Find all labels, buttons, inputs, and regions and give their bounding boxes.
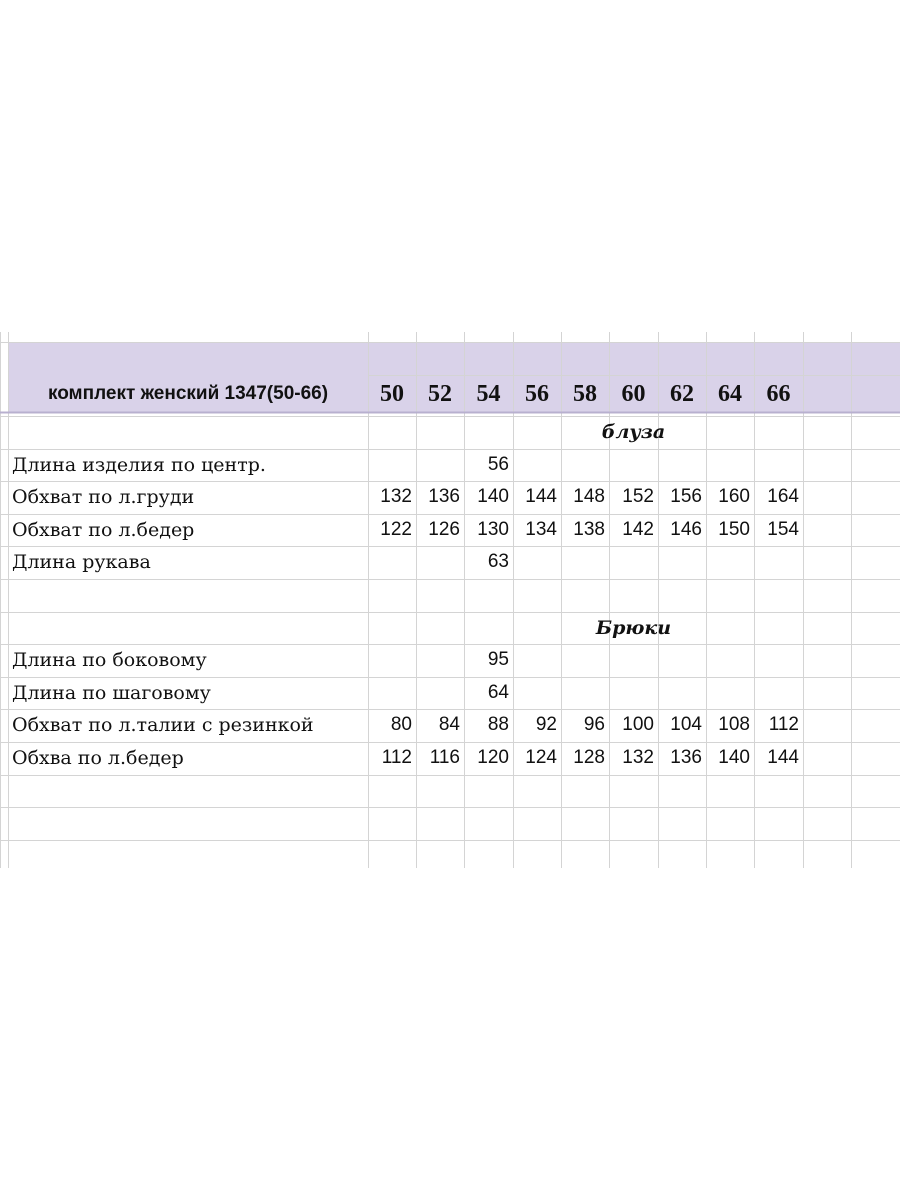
measurement-value: 130 [477,518,509,540]
measurement-value: 140 [477,486,509,508]
measurement-value: 128 [573,747,605,768]
measurement-label: Длина по шаговому [12,681,211,704]
measurement-value: 144 [525,486,557,508]
measurement-value: 156 [670,486,702,508]
measurement-value: 144 [767,747,799,768]
measurement-value: 136 [428,486,460,508]
measurement-value: 104 [670,714,702,736]
measurement-value: 95 [487,649,509,671]
measurement-label: Длина рукава [12,551,151,574]
measurement-value: 120 [477,747,509,768]
measurement-value: 132 [380,486,412,508]
measurement-value: 88 [487,714,509,736]
measurement-value: 64 [487,681,509,703]
measurement-label: Длина изделия по центр. [12,453,266,476]
measurement-label: Обхва по л.бедер [12,747,184,769]
measurement-value: 138 [573,518,605,540]
measurement-label: Длина по боковому [12,649,207,672]
measurement-value: 63 [487,551,509,573]
measurement-value: 150 [718,518,750,540]
size-header-50: 50 [380,381,404,407]
size-header-52: 52 [428,381,452,407]
size-header-56: 56 [525,381,549,407]
measurement-value: 84 [438,714,460,736]
size-header-58: 58 [573,381,597,407]
measurement-value: 112 [768,714,799,736]
header-title: комплект женский 1347(50-66) [47,383,329,404]
measurement-value: 92 [535,714,557,736]
size-header-54: 54 [476,381,501,407]
size-header-62: 62 [670,381,694,407]
measurement-value: 146 [670,518,702,540]
size-header-60: 60 [621,381,646,407]
measurement-value: 116 [429,747,460,768]
spreadsheet-grid [0,332,900,868]
measurement-value: 124 [525,747,557,768]
measurement-value: 132 [622,747,654,768]
measurement-value: 122 [380,518,412,540]
measurement-label: Обхват по л.талии с резинкой [12,714,314,737]
measurement-value: 100 [622,714,654,736]
section-title: блуза [601,421,666,443]
measurement-value: 154 [767,518,799,540]
measurement-value: 152 [622,486,654,508]
measurement-value: 96 [583,714,605,736]
measurement-value: 126 [428,518,460,540]
measurement-value: 108 [718,714,750,736]
measurement-value: 136 [670,747,702,768]
measurement-value: 140 [718,747,750,768]
measurement-value: 164 [767,486,799,508]
measurement-label: Обхват по л.бедер [12,518,195,541]
measurement-value: 160 [718,486,750,508]
measurement-value: 148 [573,486,605,508]
measurement-value: 112 [381,747,412,768]
size-header-66: 66 [766,381,791,407]
size-header-64: 64 [718,381,742,407]
measurement-value: 80 [390,714,412,736]
size-chart-spreadsheet [0,332,900,868]
measurement-value: 142 [622,518,654,540]
measurement-label: Обхват по л.груди [12,486,195,509]
section-title: Брюки [595,616,672,639]
measurement-value: 134 [525,518,557,540]
measurement-value: 56 [487,453,509,475]
